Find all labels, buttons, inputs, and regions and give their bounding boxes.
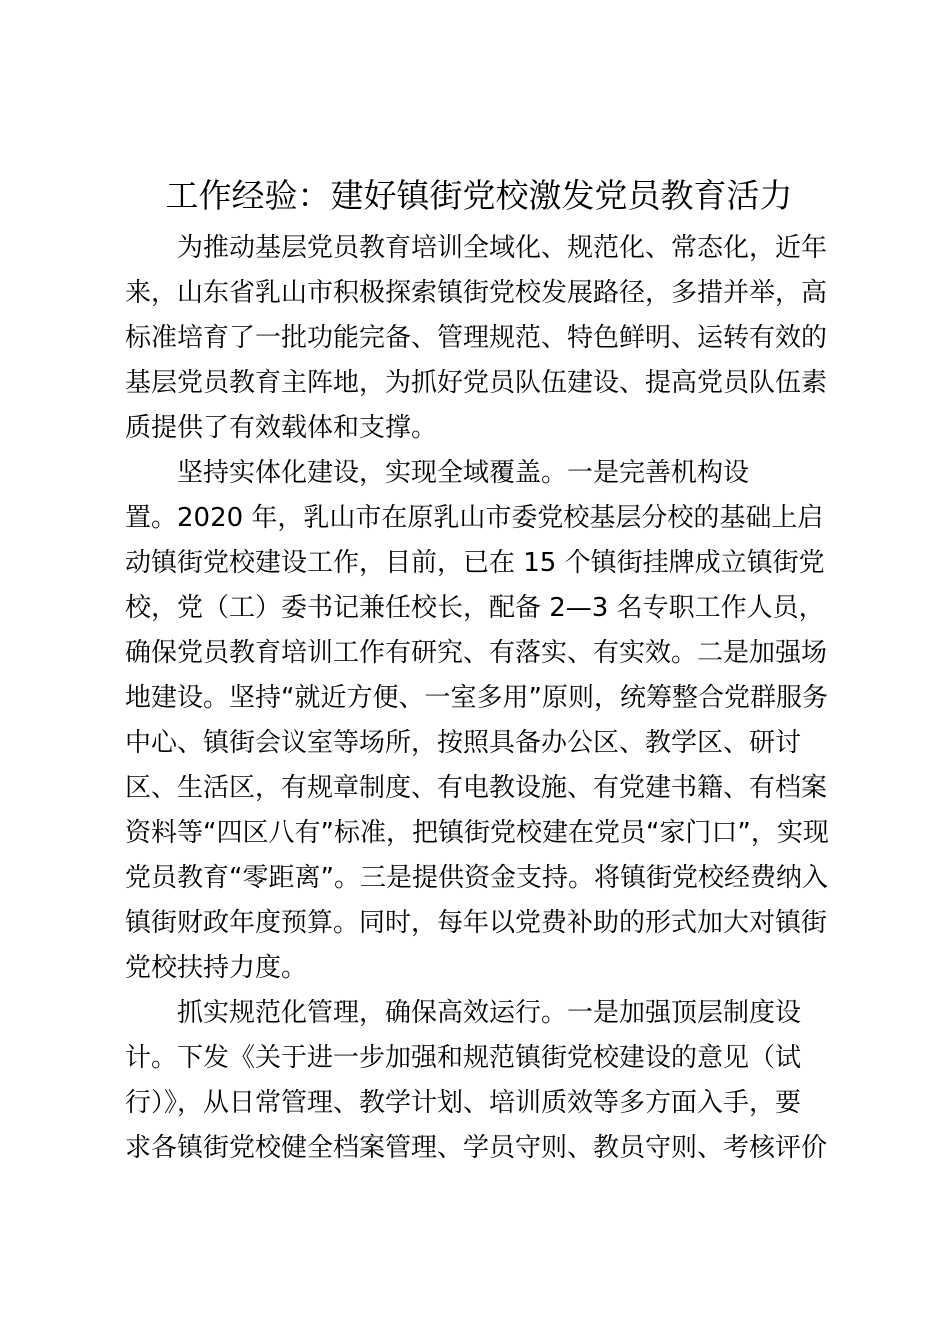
- document-body: [125, 226, 829, 1171]
- paragraph-3-line-1: 抓实规范化管理，确保高效运行。一是加强顶层制度设: [177, 998, 802, 1028]
- paragraph-3-line-4: 求各镇街党校健全档案管理、学员守则、教员守则、考核评价: [125, 1133, 828, 1163]
- paragraph-1-line-2: 来，山东省乳山市积极探索镇街党校发展路径，多措并举，高: [125, 278, 828, 308]
- paragraph-3-line-3: 行）》，从日常管理、教学计划、培训质效等多方面入手，要: [125, 1088, 802, 1118]
- paragraph-1-line-4: 基层党员教育主阵地，为抓好党员队伍建设、提高党员队伍素: [125, 368, 828, 398]
- paragraph-2-line-1: 坚持实体化建设，实现全域覆盖。一是完善机构设: [177, 458, 750, 488]
- paragraph-1-line-5: 质提供了有效载体和支撑。: [125, 413, 438, 443]
- paragraph-2-line-8: 区、生活区，有规章制度、有电教设施、有党建书籍、有档案: [125, 773, 828, 803]
- paragraph-2-line-5: 确保党员教育培训工作有研究、有落实、有实效。二是加强场: [125, 638, 828, 668]
- paragraph-1-line-1: 为推动基层党员教育培训全域化、规范化、常态化，近年: [177, 233, 828, 263]
- paragraph-2-line-3: 动镇街党校建设工作，目前，已在 15 个镇街挂牌成立镇街党: [125, 548, 825, 578]
- paragraph-2-line-11: 镇街财政年度预算。同时，每年以党费补助的形式加大对镇街: [125, 908, 828, 938]
- paragraph-2-line-2: 置。2020 年，乳山市在原乳山市委党校基层分校的基础上启: [125, 503, 824, 533]
- paragraph-3-line-2: 计。下发《关于进一步加强和规范镇街党校建设的意见（试: [125, 1043, 802, 1073]
- paragraph-2-line-4: 校，党（工）委书记兼任校长，配备 2—3 名专职工作人员，: [125, 593, 825, 623]
- paragraph-1-line-3: 标准培育了一批功能完备、管理规范、特色鲜明、运转有效的: [125, 323, 828, 353]
- paragraph-2-line-7: 中心、镇街会议室等场所，按照具备办公区、教学区、研讨: [125, 728, 802, 758]
- paragraph-2-line-6: 地建设。坚持“就近方便、一室多用”原则，统筹整合党群服务: [125, 683, 828, 713]
- paragraph-2-line-12: 党校扶持力度。: [125, 953, 308, 983]
- document-title: 工作经验：建好镇街党校激发党员教育活力: [165, 176, 793, 215]
- paragraph-2-line-10: 党员教育“零距离”。三是提供资金支持。将镇街党校经费纳入: [125, 863, 828, 893]
- paragraph-2-line-9: 资料等“四区八有”标准，把镇街党校建在党员“家门口”，实现: [125, 818, 829, 848]
